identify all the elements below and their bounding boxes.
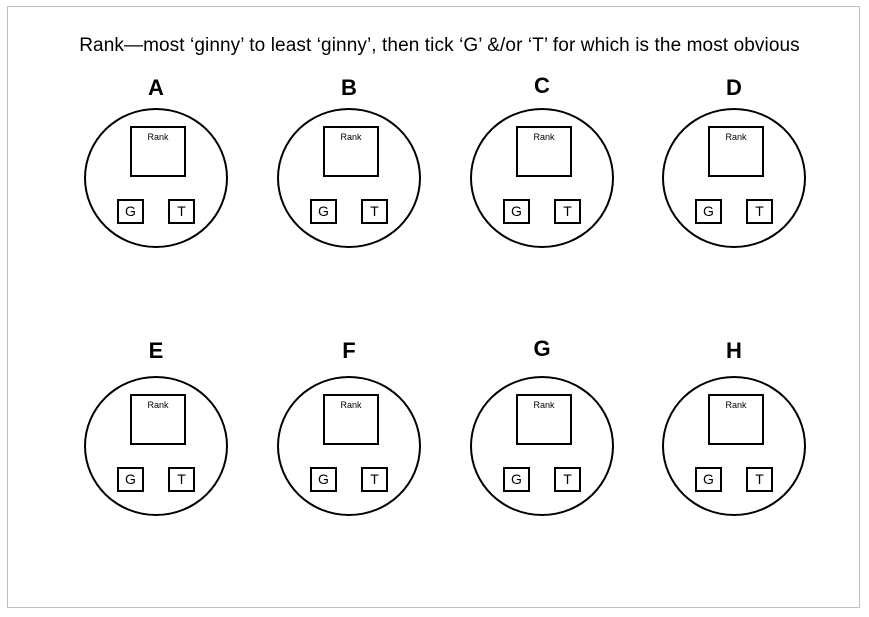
g-tick-box[interactable]: G: [117, 467, 144, 492]
rank-label: Rank: [725, 132, 747, 142]
rank-box[interactable]: [323, 394, 379, 445]
sample-letter: B: [341, 75, 357, 100]
instructions-heading: Rank—most ‘ginny’ to least ‘ginny’, then tick ‘G’ &/or ‘T’ for which is the most obvious: [79, 35, 800, 56]
sample-letter: E: [148, 338, 164, 363]
rank-label: Rank: [725, 400, 747, 410]
sample-letter: F: [342, 338, 356, 363]
g-tick-box[interactable]: G: [310, 199, 337, 224]
sample-letter: A: [148, 75, 164, 100]
t-tick-box[interactable]: T: [746, 199, 773, 224]
rank-label: Rank: [147, 400, 169, 410]
rank-box[interactable]: [516, 394, 572, 445]
rank-box[interactable]: [708, 394, 764, 445]
rank-label: Rank: [147, 132, 169, 142]
sample-card-h: [659, 0, 809, 487]
g-tick-box[interactable]: G: [695, 199, 722, 224]
t-tick-box[interactable]: T: [361, 199, 388, 224]
g-tick-box[interactable]: G: [503, 199, 530, 224]
sample-circle: [662, 376, 806, 516]
t-tick-box[interactable]: T: [746, 467, 773, 492]
rank-label: Rank: [533, 132, 555, 142]
g-tick-box[interactable]: G: [695, 467, 722, 492]
sample-letter: H: [726, 338, 742, 363]
sample-card-e: [81, 0, 231, 487]
sample-letter: C: [534, 73, 550, 98]
sample-card-g: [467, 0, 617, 487]
sample-circle: [470, 376, 614, 516]
sample-letter: G: [533, 336, 551, 361]
rank-label: Rank: [340, 132, 362, 142]
g-tick-box[interactable]: G: [310, 467, 337, 492]
sample-letter: D: [726, 75, 742, 100]
t-tick-box[interactable]: T: [361, 467, 388, 492]
sample-circle: [84, 376, 228, 516]
rank-label: Rank: [340, 400, 362, 410]
g-tick-box[interactable]: G: [117, 199, 144, 224]
rank-box[interactable]: [130, 394, 186, 445]
t-tick-box[interactable]: T: [554, 467, 581, 492]
g-tick-box[interactable]: G: [503, 467, 530, 492]
t-tick-box[interactable]: T: [168, 199, 195, 224]
t-tick-box[interactable]: T: [168, 467, 195, 492]
t-tick-box[interactable]: T: [554, 199, 581, 224]
sample-card-f: [274, 0, 424, 487]
rank-label: Rank: [533, 400, 555, 410]
sample-circle: [277, 376, 421, 516]
